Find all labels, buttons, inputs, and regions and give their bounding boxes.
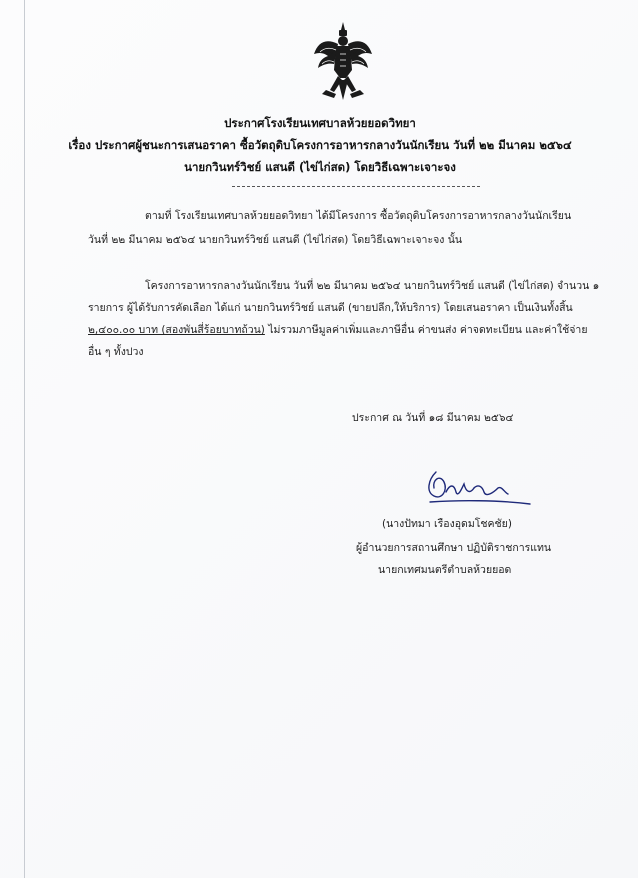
announcement-date: ประกาศ ณ วันที่ ๑๘ มีนาคม ๒๕๖๔ <box>352 412 514 424</box>
paragraph-2-line-2: รายการ ผู้ได้รับการคัดเลือก ได้แก่ นายกวินทร์วิชย์ แสนดี (ขายปลีก,ให้บริการ) โดยเสนอราคา เป็นเงินทั้งสิ้น <box>88 302 573 314</box>
page-edge <box>24 0 25 878</box>
announcement-subject-cont: นายกวินทร์วิชย์ แสนดี (ไข่ไก่สด) โดยวิธีเฉพาะเจาะจง <box>184 160 456 174</box>
garuda-emblem-icon <box>312 20 374 102</box>
paragraph-2-line-1: โครงการอาหารกลางวันนักเรียน วันที่ ๒๒ มีนาคม ๒๕๖๔ นายกวินทร์วิชย์ แสนดี (ไข่ไก่สด) จำนวน ๑ <box>145 280 600 292</box>
paragraph-1-line-1: ตามที่ โรงเรียนเทศบาลห้วยยอดวิทยา ได้มีโครงการ ซื้อวัตถุดิบโครงการอาหารกลางวันนักเรียน <box>145 210 572 222</box>
paragraph-2-line-3-rest: ไม่รวมภาษีมูลค่าเพิ่มและภาษีอื่น ค่าขนส่ง ค่าจดทะเบียน และค่าใช้จ่าย <box>264 324 588 336</box>
paragraph-2-line-3 <box>88 320 587 340</box>
signatory-name: (นางปัทมา เรืองอุดมโชคชัย) <box>382 518 512 530</box>
header-divider <box>232 186 480 187</box>
signature-icon <box>418 462 538 512</box>
signatory-position-2: นายกเทศมนตรีตำบลห้วยยอด <box>378 564 512 576</box>
signatory-position-1: ผู้อำนวยการสถานศึกษา ปฏิบัติราชการแทน <box>356 542 552 554</box>
total-amount: ๒,๔๐๐.๐๐ บาท (สองพันสี่ร้อยบาทถ้วน) <box>88 324 265 336</box>
announcement-title: ประกาศโรงเรียนเทศบาลห้วยยอดวิทยา <box>224 116 416 130</box>
paragraph-1-line-2: วันที่ ๒๒ มีนาคม ๒๕๖๔ นายกวินทร์วิชย์ แสนดี (ไข่ไก่สด) โดยวิธีเฉพาะเจาะจง นั้น <box>88 234 463 246</box>
paragraph-2-line-4: อื่น ๆ ทั้งปวง <box>88 346 144 358</box>
announcement-subject: เรื่อง ประกาศผู้ชนะการเสนอราคา ซื้อวัตถุดิบโครงการอาหารกลางวันนักเรียน วันที่ ๒๒ มีนาคม ๒๕๖๔ <box>68 138 572 152</box>
